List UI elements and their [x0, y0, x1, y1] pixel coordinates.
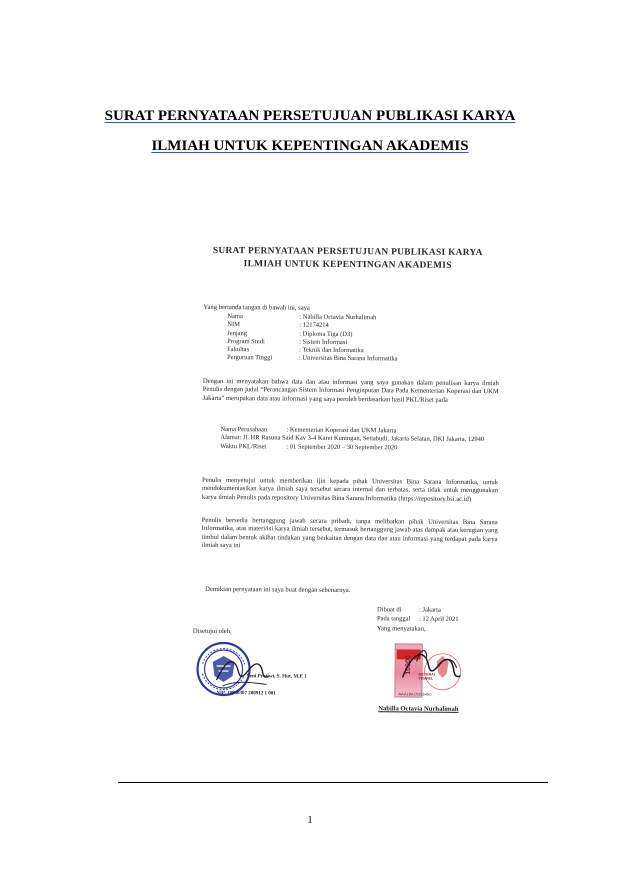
place-line: Dibuat di : Jakarta — [377, 606, 441, 614]
closing-statement: Demikian pernyataan ini saya buat dengan sebenarnya. — [205, 585, 351, 595]
approver-name: Yeni Pratiwi, S. Hut, M.E 1 — [246, 673, 307, 680]
paragraph-permission: Penulis menyetujui untuk memberikan ijin kepada pihak Universitas Bina Sarana Informatika, untuk mendokumentasikan karya ilmiah saya tersebut secara internal dan terbatas, serta tidak untuk menggunakan karya ilmiah Penulis pada repository Universitas Bina Sarana Informatika (https://repository.bsi.ac.id) — [201, 476, 499, 503]
identity-row: Fakultas : Teknik dan Informatika — [227, 346, 364, 355]
meterai-label: METERAI TEMPEL — [418, 672, 435, 681]
identity-row: NIM : 12174214 — [227, 321, 329, 330]
declarer-label: Yang menyatakan, — [376, 625, 426, 633]
paragraph-responsibility: Penulis bersedia bertanggung jawab secara pribadi, tanpa melibatkan pihak Universitas Bina Sarana Informatika, atas materi/isi karya ilmiah tersebut, termasuk bertanggung jawab atas dampak atau kerugian yang timbul dalam bentuk akibat tindakan yang berkaitan dengan data dan atau informasi yang terdapat pada karya ilmiah saya ini — [201, 516, 498, 550]
declarer-signature-icon — [396, 637, 466, 698]
declarer-name: Nabilla Octavia Nurhalimah — [378, 705, 459, 713]
document-title-line-1: SURAT PERNYATAAN PERSETUJUAN PUBLIKASI KARYA — [104, 108, 516, 124]
footer-rule — [118, 782, 548, 783]
scan-title-line-1: SURAT PERNYATAAN PERSETUJUAN PUBLIKASI KARYA — [212, 245, 483, 259]
company-row: Nama Perusahaan : Kementerian Koperasi dan UKM Jakarta — [220, 426, 397, 435]
identity-row: Jenjang : Diploma Tiga (D3) — [227, 329, 353, 338]
company-table — [220, 426, 485, 453]
page-number: 1 — [307, 814, 313, 826]
company-row: Waktu PKL/Riset : 01 September 2020 – 30 September 2020 — [220, 442, 398, 451]
scanned-statement-letter — [182, 232, 510, 722]
document-title-line-2: ILMIAH UNTUK KEPENTINGAN AKADEMIS — [151, 138, 469, 154]
approver-nip: NIP. 19830307 200912 1 001 — [216, 690, 276, 697]
intro-text: Yang bertanda tangan di bawah ini, saya — [203, 303, 310, 312]
company-row: Alamat : Jl. HR Rasuna Said Kav 3-4 Karet Kuningan, Setiabudi, Jakarta Selatan, DKI Jakarta, 12940 — [220, 434, 485, 444]
identity-row: Nama : Nabilla Octavia Nurhalimah — [227, 313, 377, 322]
date-line: Pada tanggal : 12 April 2021 — [376, 615, 459, 623]
meterai-serial: AAA18AJX255450 — [398, 691, 432, 697]
approver-label: Disetujui oleh, — [192, 627, 232, 636]
identity-table — [227, 313, 467, 365]
identity-row: Perguruan Tinggi : Universitas Bina Sarana Informatika — [226, 354, 398, 363]
identity-row: Program Studi : Sistem Informasi — [227, 337, 348, 346]
scan-title-line-2: ILMIAH UNTUK KEPENTINGAN AKADEMIS — [243, 259, 452, 271]
paragraph-data-source: Dengan ini menyatakan bahwa data dan atau informasi yang saya gunakan dalam penulisan karya ilmiah Penulis dengan judul “Perancangan Sistem Informasi Penginputan Data Pada Kementerian Koperasi dan UKM Jakarta” merupakan data atau informasi yang saya peroleh berdasarkan hasil PKL/Riset pada — [202, 377, 499, 404]
meterai-stamp: 10000 — [394, 643, 422, 697]
approver-signature-icon — [212, 650, 272, 694]
